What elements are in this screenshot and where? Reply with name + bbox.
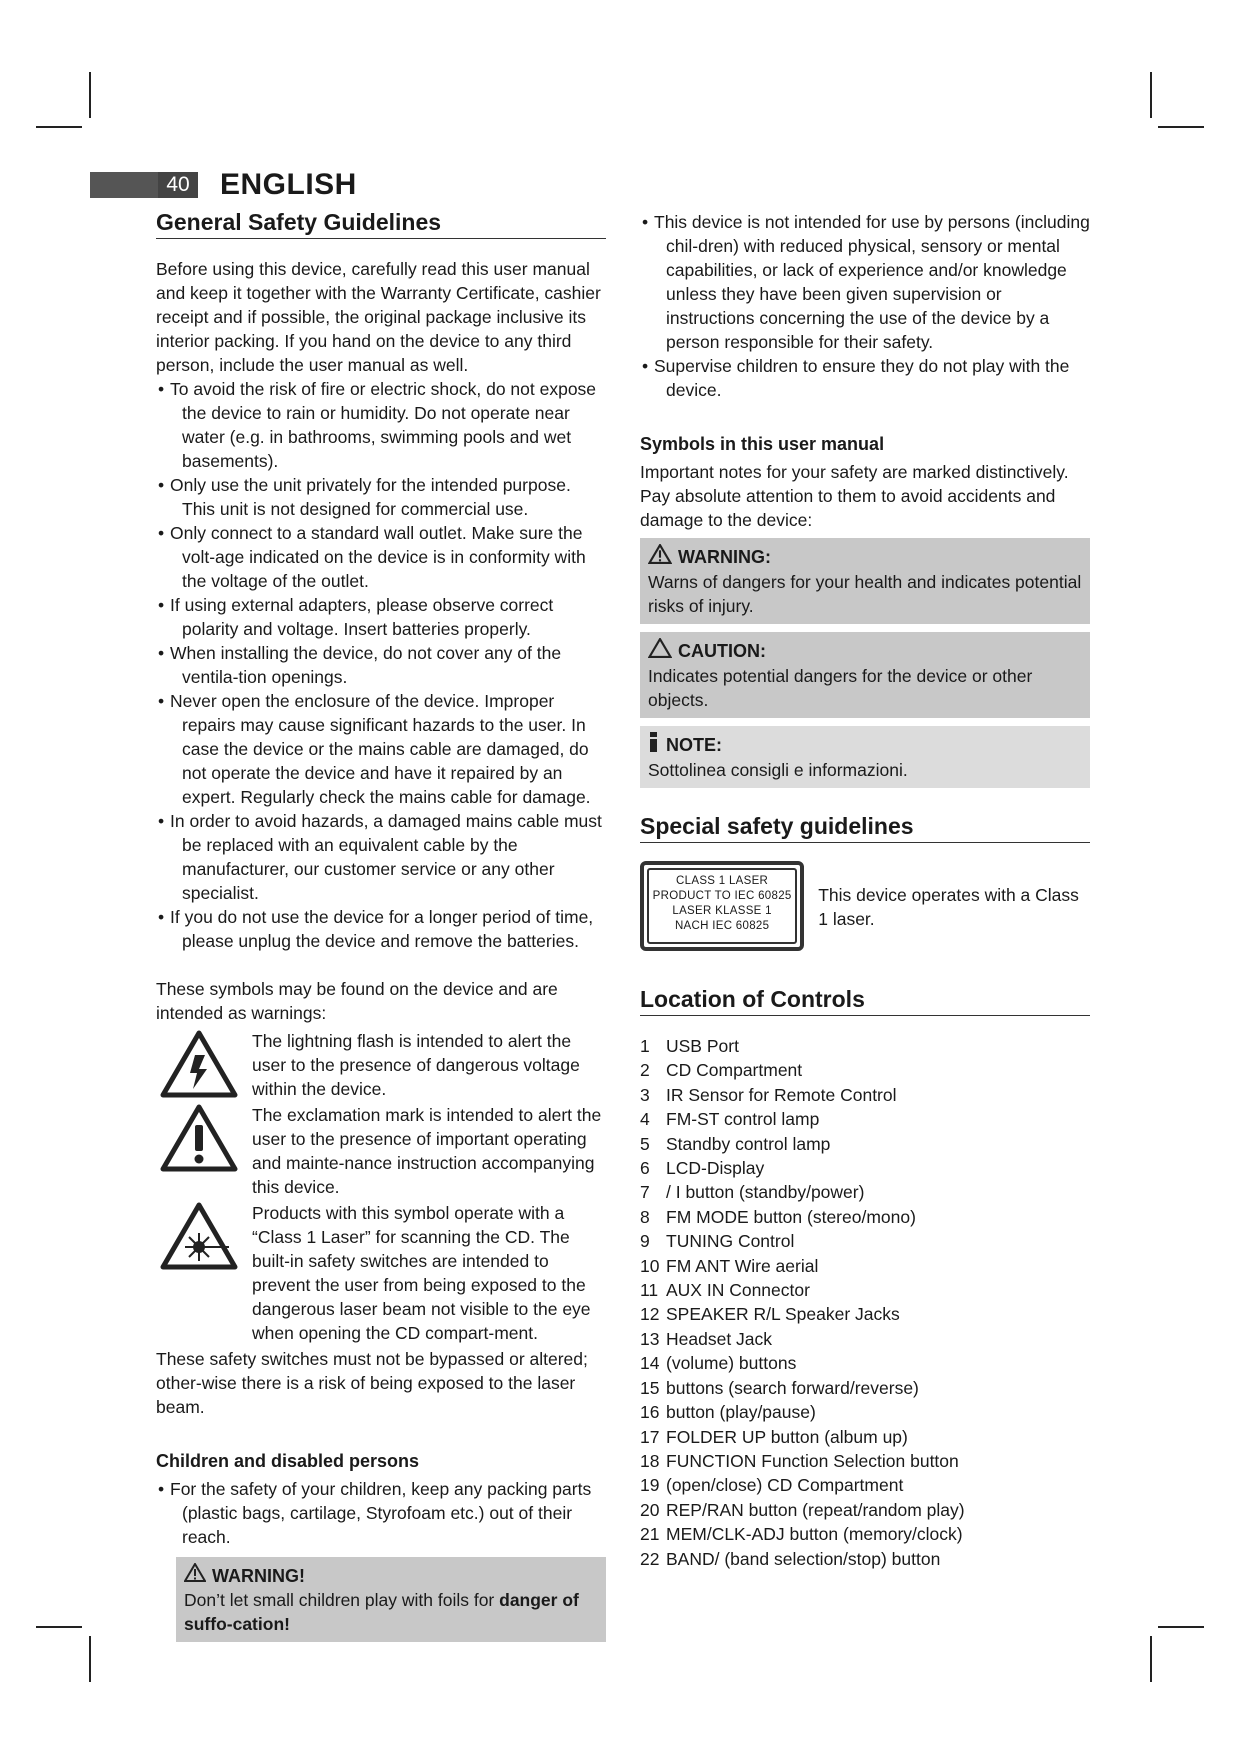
control-label: FM ANT Wire aerial xyxy=(666,1255,819,1276)
list-item: • If you do not use the device for a longer period of time, please unplug the device and remove the batteries. xyxy=(156,905,606,953)
list-item: • Only connect to a standard wall outlet. Make sure the volt-age indicated on the device is in conformity with the voltage of the outlet. xyxy=(156,521,606,593)
control-item xyxy=(640,1522,1090,1546)
control-item xyxy=(640,1034,1090,1058)
control-item xyxy=(640,1132,1090,1156)
warning-text: Warns of dangers for your health and indicates potential risks of injury. xyxy=(648,572,1082,616)
control-number: 21 xyxy=(640,1524,660,1545)
crop-mark xyxy=(1158,126,1204,128)
caution-heading xyxy=(648,638,1082,664)
caution-text: Indicates potential dangers for the device or other objects. xyxy=(648,666,1033,710)
control-item xyxy=(640,1498,1090,1522)
crop-mark xyxy=(36,126,82,128)
note-box xyxy=(640,726,1090,788)
laser-label-line: NACH IEC 60825 xyxy=(674,920,770,932)
control-item xyxy=(640,1376,1090,1400)
laser-text: This device operates with a Class 1 laser. xyxy=(818,885,1079,929)
warning-title: WARNING: xyxy=(678,547,771,567)
control-item xyxy=(640,1180,1090,1204)
control-number: 8 xyxy=(640,1206,650,1227)
control-item xyxy=(640,1473,1090,1497)
safety-switch-note: These safety switches must not be bypassed or altered; other-wise there is a risk of being exposed to the laser beam. xyxy=(156,1349,588,1417)
general-safety-title: General Safety Guidelines xyxy=(156,210,606,239)
caution-triangle-icon xyxy=(648,638,672,664)
symbols-intro: These symbols may be found on the device and are intended as warnings: xyxy=(156,979,558,1023)
children-list xyxy=(156,1477,606,1549)
control-label: FUNCTION Function Selection button xyxy=(666,1450,959,1471)
control-number: 1 xyxy=(640,1036,650,1056)
info-icon xyxy=(648,732,660,758)
laser-row xyxy=(640,861,1090,951)
control-label: LCD-Display xyxy=(666,1158,765,1179)
control-number: 14 xyxy=(640,1353,660,1374)
control-number: 5 xyxy=(640,1133,650,1154)
caution-title: CAUTION: xyxy=(678,641,766,661)
intro-paragraph: Before using this device, carefully read this user manual and keep it together with the Warranty Certificate, cashier receipt and if possible, the original package inclusive its interior packing. If you hand on the device to any third person, include the user manual as well. xyxy=(156,259,601,375)
crop-mark xyxy=(1150,1636,1152,1682)
control-label: TUNING Control xyxy=(666,1231,795,1252)
persons-list xyxy=(640,210,1090,402)
children-warning-box xyxy=(176,1557,606,1642)
warning-text: Don’t let small children play with foils for danger of suffo-cation! xyxy=(184,1590,579,1634)
right-column xyxy=(640,210,1090,1571)
control-number: 17 xyxy=(640,1426,660,1447)
control-label: CD Compartment xyxy=(666,1060,803,1081)
control-item xyxy=(640,1327,1090,1351)
control-item xyxy=(640,1205,1090,1229)
controls-list xyxy=(640,1034,1090,1571)
crop-mark xyxy=(89,72,91,118)
list-item: • Only use the unit privately for the intended purpose. This unit is not designed for commercial use. xyxy=(156,473,606,521)
control-number: 12 xyxy=(640,1304,660,1325)
control-number: 18 xyxy=(640,1450,660,1471)
page-number: 40 xyxy=(158,172,198,198)
symbols-intro: Important notes for your safety are marked distinctively. Pay absolute attention to them to avoid accidents and damage to the device: xyxy=(640,462,1069,530)
warning-box xyxy=(640,538,1090,624)
special-safety-title: Special safety guidelines xyxy=(640,814,1090,843)
list-item: • When installing the device, do not cover any of the ventila-tion openings. xyxy=(156,641,606,689)
lightning-warning-icon xyxy=(156,1029,242,1101)
children-title: Children and disabled persons xyxy=(156,1451,420,1471)
symbols-title: Symbols in this user manual xyxy=(640,434,885,454)
control-item xyxy=(640,1351,1090,1375)
control-number: 15 xyxy=(640,1377,660,1398)
note-title: NOTE: xyxy=(666,735,722,755)
note-text: Sottolinea consigli e informazioni. xyxy=(648,760,908,780)
control-item xyxy=(640,1254,1090,1278)
control-label: SPEAKER R/L Speaker Jacks xyxy=(666,1304,900,1325)
control-item xyxy=(640,1400,1090,1424)
left-column xyxy=(156,210,606,1650)
symbol-text: The lightning flash is intended to alert the user to the presence of dangerous voltage within the device. xyxy=(252,1031,580,1099)
laser-warning-icon xyxy=(156,1201,242,1345)
control-label: buttons (search forward/reverse) xyxy=(666,1377,919,1398)
crop-mark xyxy=(1158,1626,1204,1628)
control-number: 2 xyxy=(640,1060,650,1081)
language-title: ENGLISH xyxy=(220,168,357,201)
control-number: 3 xyxy=(640,1084,650,1105)
control-item xyxy=(640,1058,1090,1082)
crop-mark xyxy=(36,1626,82,1628)
control-item xyxy=(640,1278,1090,1302)
control-number: 11 xyxy=(640,1280,659,1301)
control-number: 13 xyxy=(640,1328,660,1349)
laser-label-line: PRODUCT TO IEC 60825 xyxy=(652,890,792,902)
list-item: • For the safety of your children, keep any packing parts (plastic bags, cartilage, Styrofoam etc.) out of their reach. xyxy=(156,1477,606,1549)
control-item xyxy=(640,1302,1090,1326)
symbol-row xyxy=(156,1201,606,1345)
control-label: FM-ST control lamp xyxy=(666,1109,820,1130)
laser-label-line: CLASS 1 LASER xyxy=(676,875,769,887)
control-number: 4 xyxy=(640,1109,650,1130)
control-label: (volume) buttons xyxy=(666,1353,797,1374)
laser-class-label xyxy=(640,861,804,951)
control-number: 19 xyxy=(640,1475,660,1496)
control-label: BAND/ (band selection/stop) button xyxy=(666,1548,941,1569)
control-number: 9 xyxy=(640,1231,650,1252)
exclamation-warning-icon xyxy=(156,1103,242,1199)
symbol-row xyxy=(156,1029,606,1101)
control-label: Standby control lamp xyxy=(666,1133,831,1154)
control-number: 22 xyxy=(640,1548,660,1569)
caution-box xyxy=(640,632,1090,718)
list-item: • Never open the enclosure of the device. Improper repairs may cause significant hazards to the user. In case the device or the mains cable are damaged, do not operate the device and have it repaired by an expert. Regularly check the mains cable for damage. xyxy=(156,689,606,809)
list-item: • To avoid the risk of fire or electric shock, do not expose the device to rain or humidity. Do not operate near water (e.g. in bathrooms, swimming pools and wet basements). xyxy=(156,377,606,473)
control-label: Headset Jack xyxy=(666,1328,773,1349)
control-label: REP/RAN button (repeat/random play) xyxy=(666,1499,965,1520)
warning-triangle-icon xyxy=(648,544,672,570)
symbol-text: Products with this symbol operate with a “Class 1 Laser” for scanning the CD. The built-in safety switches are intended to prevent the user from being exposed to the dangerous laser beam not visible to the eye when opening the CD compart-ment. xyxy=(252,1203,591,1343)
control-item xyxy=(640,1449,1090,1473)
crop-mark xyxy=(89,1636,91,1682)
safety-list xyxy=(156,377,606,953)
control-label: USB Port xyxy=(666,1036,739,1056)
warning-triangle-icon xyxy=(184,1563,206,1588)
list-item: • In order to avoid hazards, a damaged mains cable must be replaced with an equivalent cable by the manufacturer, our customer service or any other specialist. xyxy=(156,809,606,905)
laser-label-line: LASER KLASSE 1 xyxy=(672,905,772,917)
control-label: FM MODE button (stereo/mono) xyxy=(666,1206,916,1227)
control-label: button (play/pause) xyxy=(666,1402,816,1423)
controls-title: Location of Controls xyxy=(640,987,1090,1016)
control-label: (open/close) CD Compartment xyxy=(666,1475,904,1496)
control-label: IR Sensor for Remote Control xyxy=(666,1084,897,1105)
control-item xyxy=(640,1229,1090,1253)
list-item: • If using external adapters, please observe correct polarity and voltage. Insert batteries properly. xyxy=(156,593,606,641)
control-item xyxy=(640,1107,1090,1131)
list-item: • Supervise children to ensure they do not play with the device. xyxy=(640,354,1090,402)
control-item xyxy=(640,1156,1090,1180)
symbol-text: The exclamation mark is intended to alert the user to the presence of important operating and mainte-nance instruction accompanying this device. xyxy=(252,1105,602,1197)
control-label: FOLDER UP button (album up) xyxy=(666,1426,908,1447)
control-label: / I button (standby/power) xyxy=(666,1182,865,1203)
crop-mark xyxy=(1150,72,1152,118)
symbol-row xyxy=(156,1103,606,1199)
control-item xyxy=(640,1083,1090,1107)
control-number: 20 xyxy=(640,1499,660,1520)
warning-heading xyxy=(184,1563,598,1588)
control-item xyxy=(640,1425,1090,1449)
warning-title: WARNING! xyxy=(212,1565,305,1586)
control-number: 6 xyxy=(640,1158,650,1179)
warning-heading xyxy=(648,544,1082,570)
control-number: 7 xyxy=(640,1182,650,1203)
note-heading xyxy=(648,732,1082,758)
control-label: AUX IN Connector xyxy=(666,1280,810,1301)
control-item xyxy=(640,1547,1090,1571)
list-item: • This device is not intended for use by persons (including chil-dren) with reduced physical, sensory or mental capabilities, or lack of experience and/or knowledge unless they have been given supervision or instructions concerning the use of the device by a person responsible for their safety. xyxy=(640,210,1090,354)
control-number: 10 xyxy=(640,1255,660,1276)
control-number: 16 xyxy=(640,1402,660,1423)
control-label: MEM/CLK-ADJ button (memory/clock) xyxy=(666,1524,963,1545)
